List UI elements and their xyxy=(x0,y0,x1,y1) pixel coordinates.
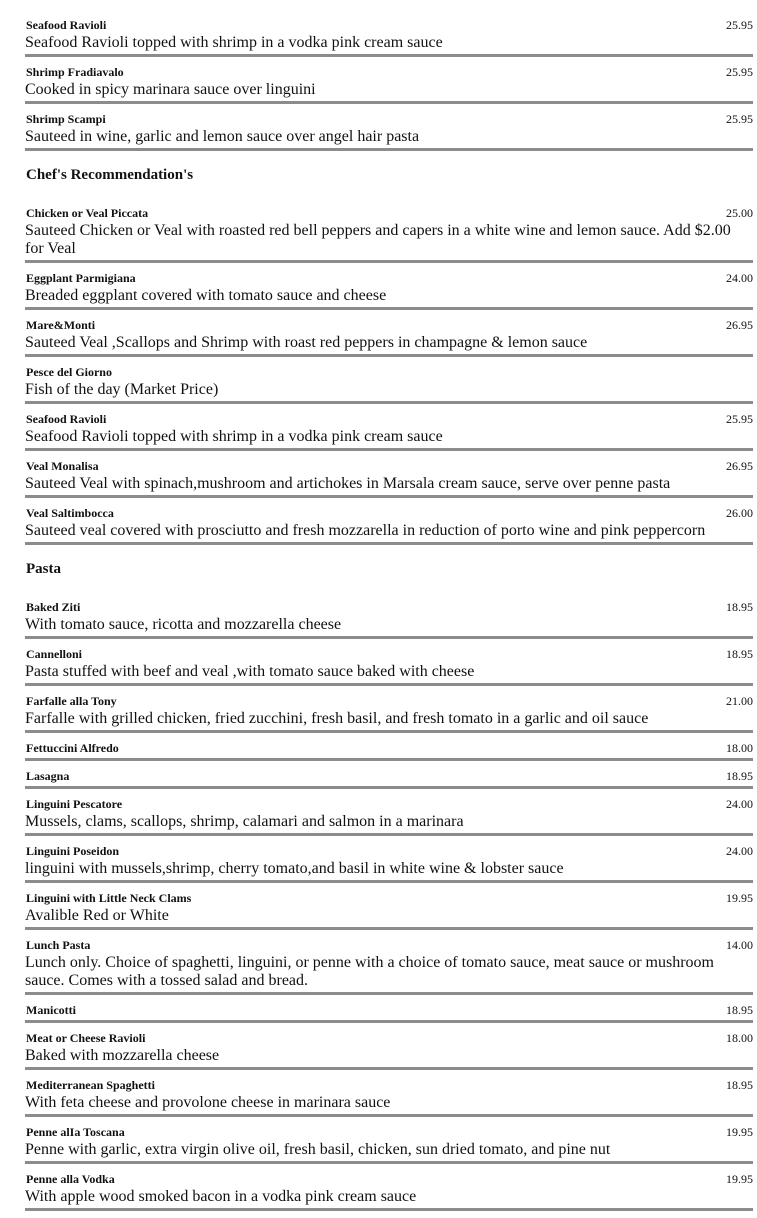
section-title: Chef's Recommendation's xyxy=(26,167,194,183)
menu-item xyxy=(25,768,753,789)
menu-item-header xyxy=(25,647,753,663)
item-divider xyxy=(25,1161,753,1164)
menu-item xyxy=(25,646,753,686)
item-divider xyxy=(25,992,753,995)
menu-item-name: Linguini Pescatore xyxy=(26,797,123,811)
menu-item-name: Shrimp Scampi xyxy=(26,112,106,126)
menu-item-description: Sauteed Veal ,Scallops and Shrimp with roast red peppers in champagne & lemon sauce xyxy=(25,334,588,351)
menu-item-description: linguini with mussels,shrimp, cherry tomato,and basil in white wine & lobster sauce xyxy=(25,860,564,877)
item-divider xyxy=(25,148,753,151)
menu-item xyxy=(25,1077,753,1117)
menu-item-price: 24.00 xyxy=(726,844,753,858)
menu-item-header xyxy=(25,891,753,907)
menu-item-description: Sauteed veal covered with prosciutto and fresh mozzarella in reduction of porto wine and pink peppercorn xyxy=(25,522,706,539)
item-divider xyxy=(25,730,753,733)
item-divider xyxy=(25,448,753,451)
section-title: Pasta xyxy=(26,561,61,577)
menu-item-name: Lunch Pasta xyxy=(26,938,91,952)
menu-item-header xyxy=(25,1125,753,1141)
menu-item-description: Penne with garlic, extra virgin olive oil, fresh basil, chicken, sun dried tomato, and pine nut xyxy=(25,1141,611,1158)
menu-item xyxy=(25,458,753,498)
menu-item-name: Linguini Poseidon xyxy=(26,844,120,858)
menu-item-header xyxy=(25,365,753,381)
item-divider xyxy=(25,542,753,545)
menu-item-header xyxy=(25,1003,753,1017)
menu-item-header xyxy=(25,112,753,128)
menu-body xyxy=(0,17,757,1211)
menu-item-name: Seafood Ravioli xyxy=(26,412,107,426)
menu-item-price: 18.00 xyxy=(726,741,753,755)
menu-item xyxy=(25,937,753,995)
menu-item-price: 26.95 xyxy=(726,459,753,473)
item-divider xyxy=(25,758,753,761)
item-divider xyxy=(25,1114,753,1117)
menu-item-price: 24.00 xyxy=(726,271,753,285)
menu-item xyxy=(25,843,753,883)
menu-item-price: 24.00 xyxy=(726,797,753,811)
menu-item xyxy=(25,111,753,151)
menu-item-header xyxy=(25,938,753,954)
menu-item xyxy=(25,890,753,930)
menu-item xyxy=(25,205,753,263)
menu-item-price: 18.95 xyxy=(726,769,753,783)
menu-item-header xyxy=(25,741,753,755)
menu-item-name: Mediterranean Spaghetti xyxy=(26,1078,155,1092)
menu-item xyxy=(25,411,753,451)
menu-item xyxy=(25,505,753,545)
menu-item-name: Cannelloni xyxy=(26,647,83,661)
menu-item-header xyxy=(25,506,753,522)
menu-item-price: 25.95 xyxy=(726,18,753,32)
menu-item-name: Meat or Cheese Ravioli xyxy=(26,1031,146,1045)
menu-item-name: Manicotti xyxy=(26,1003,76,1017)
menu-item xyxy=(25,1171,753,1211)
menu-item-price: 25.95 xyxy=(726,412,753,426)
menu-item-description: Fish of the day (Market Price) xyxy=(25,381,219,398)
menu-item-description: Baked with mozzarella cheese xyxy=(25,1047,220,1064)
item-divider xyxy=(25,683,753,686)
menu-item-description: Cooked in spicy marinara sauce over linguini xyxy=(25,81,316,98)
menu-item-header xyxy=(25,694,753,710)
menu-item xyxy=(25,1002,753,1023)
menu-item-price: 18.95 xyxy=(726,1003,753,1017)
menu-item xyxy=(25,17,753,57)
menu-item-price: 18.95 xyxy=(726,647,753,661)
menu-item-name: Penne alla Vodka xyxy=(26,1172,115,1186)
menu-item-description: Farfalle with grilled chicken, fried zucchini, fresh basil, and fresh tomato in a garlic and oil sauce xyxy=(25,710,649,727)
menu-item-description: Seafood Ravioli topped with shrimp in a vodka pink cream sauce xyxy=(25,428,443,445)
item-divider xyxy=(25,1208,753,1211)
menu-item-header xyxy=(25,600,753,616)
menu-item xyxy=(25,364,753,404)
menu-item xyxy=(25,693,753,733)
menu-item-price: 18.95 xyxy=(726,600,753,614)
menu-item-header xyxy=(25,318,753,334)
menu-item-header xyxy=(25,271,753,287)
menu-item-description: Breaded eggplant covered with tomato sauce and cheese xyxy=(25,287,387,304)
item-divider xyxy=(25,1020,753,1023)
menu-item-header xyxy=(25,769,753,783)
menu-item-price: 19.95 xyxy=(726,1172,753,1186)
menu-item xyxy=(25,64,753,104)
menu-item-name: Eggplant Parmigiana xyxy=(26,271,136,285)
menu-item-header xyxy=(25,412,753,428)
item-divider xyxy=(25,833,753,836)
item-divider xyxy=(25,401,753,404)
item-divider xyxy=(25,880,753,883)
menu-item-name: Fettuccini Alfredo xyxy=(26,741,119,755)
menu-item-name: Mare&Monti xyxy=(26,318,96,332)
menu-item xyxy=(25,796,753,836)
menu-item-name: Veal Saltimbocca xyxy=(26,506,114,520)
item-divider xyxy=(25,1067,753,1070)
menu-item-header xyxy=(25,206,753,222)
menu-item-name: Shrimp Fradiavalo xyxy=(26,65,124,79)
menu-item-header xyxy=(25,1031,753,1047)
menu-item-name: Penne alIa Toscana xyxy=(26,1125,125,1139)
menu-item-description: With feta cheese and provolone cheese in marinara sauce xyxy=(25,1094,391,1111)
menu-item-price: 25.95 xyxy=(726,65,753,79)
menu-item-description: Sauteed in wine, garlic and lemon sauce over angel hair pasta xyxy=(25,128,420,145)
menu-item-price: 14.00 xyxy=(726,938,753,952)
menu-item-description: Seafood Ravioli topped with shrimp in a vodka pink cream sauce xyxy=(25,34,443,51)
menu-item-name: Pesce del Giorno xyxy=(26,365,112,379)
menu-item-description: Avalible Red or White xyxy=(25,907,169,924)
menu-item-description: Mussels, clams, scallops, shrimp, calamari and salmon in a marinara xyxy=(25,813,464,830)
item-divider xyxy=(25,54,753,57)
menu-item-description: Lunch only. Choice of spaghetti, linguini, or penne with a choice of tomato sauce, meat sauce or mushroom sauce. Comes with a tossed salad and bread. xyxy=(25,954,714,989)
menu-item-name: Seafood Ravioli xyxy=(26,18,107,32)
item-divider xyxy=(25,636,753,639)
menu-item-price: 26.95 xyxy=(726,318,753,332)
menu-item-name: Linguini with Little Neck Clams xyxy=(26,891,192,905)
menu-item xyxy=(25,740,753,761)
menu-item-price: 18.95 xyxy=(726,1078,753,1092)
menu-item-header xyxy=(25,18,753,34)
menu-item-header xyxy=(25,65,753,81)
menu-item-description: Pasta stuffed with beef and veal ,with tomato sauce baked with cheese xyxy=(25,663,475,680)
menu-item-header xyxy=(25,1172,753,1188)
menu-item-description: With tomato sauce, ricotta and mozzarella cheese xyxy=(25,616,342,633)
item-divider xyxy=(25,495,753,498)
menu-item-description: Sauteed Chicken or Veal with roasted red bell peppers and capers in a white wine and lemon sauce. Add $2.00 for Veal xyxy=(25,222,731,257)
menu-item-header xyxy=(25,844,753,860)
item-divider xyxy=(25,927,753,930)
menu-item xyxy=(25,270,753,310)
menu-item-name: Lasagna xyxy=(26,769,70,783)
menu-item-name: Chicken or Veal Piccata xyxy=(26,206,149,220)
menu-item xyxy=(25,1124,753,1164)
item-divider xyxy=(25,354,753,357)
menu-item-header xyxy=(25,797,753,813)
menu-item-price: 25.00 xyxy=(726,206,753,220)
item-divider xyxy=(25,307,753,310)
menu-item-price: 19.95 xyxy=(726,1125,753,1139)
item-divider xyxy=(25,260,753,263)
menu-item-header xyxy=(25,1078,753,1094)
item-divider xyxy=(25,786,753,789)
menu-item xyxy=(25,599,753,639)
menu-item-description: Sauteed Veal with spinach,mushroom and artichokes in Marsala cream sauce, serve over penne pasta xyxy=(25,475,671,492)
menu-item-description: With apple wood smoked bacon in a vodka pink cream sauce xyxy=(25,1188,417,1205)
menu-item-price: 26.00 xyxy=(726,506,753,520)
menu-item-header xyxy=(25,459,753,475)
menu-item xyxy=(25,317,753,357)
item-divider xyxy=(25,101,753,104)
menu-item-name: Baked Ziti xyxy=(26,600,81,614)
menu-item-price: 18.00 xyxy=(726,1031,753,1045)
menu-item-price: 21.00 xyxy=(726,694,753,708)
menu-item-price: 19.95 xyxy=(726,891,753,905)
menu-item-name: Farfalle alla Tony xyxy=(26,694,117,708)
menu-item-name: Veal Monalisa xyxy=(26,459,99,473)
menu-item-price: 25.95 xyxy=(726,112,753,126)
menu-item xyxy=(25,1030,753,1070)
